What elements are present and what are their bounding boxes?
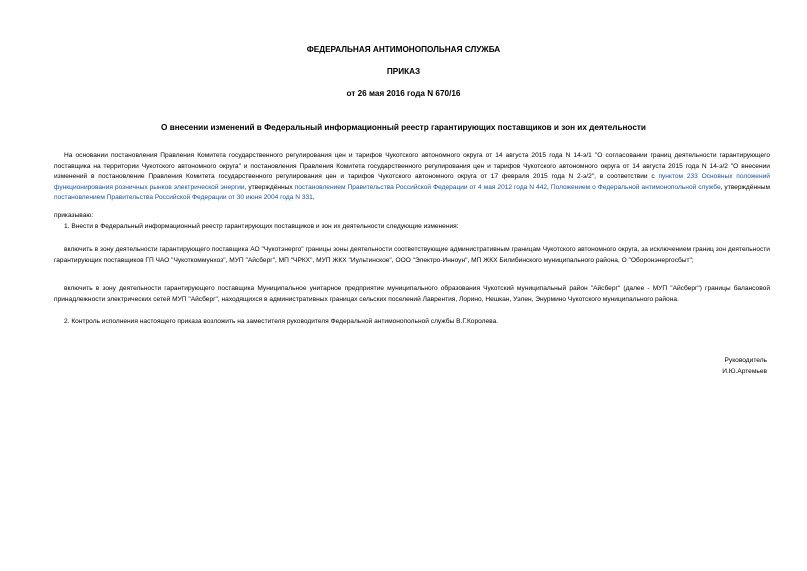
sub-item-2: включить в зону деятельности гарантирующего поставщика Муниципальное унитарное предприятие муниципального образования Чукотский муниципальный район "Айсберг" (далее - МУП "Айсберг") границы балансовой принадлежности электрических сетей МУП "Айсберг", находящихся в административных границах сельских поселений Лаврентия, Лорино, Нешкан, Уэлен, Энурмино Чукотского муниципального района. [54,285,770,303]
preamble-text: , [312,194,315,201]
signature-block [722,356,767,377]
link-resolution-331[interactable]: постановлением Правительства Российской Федерации от 30 июня 2004 года N 331 [54,194,313,201]
preamble-text: , утверждённых [244,183,295,191]
link-clause-233[interactable]: пунктом 233 Основных положений функционирования розничных рынков электрической энергии [54,173,770,191]
link-resolution-442[interactable]: постановлением Правительства Российской Федерации от 4 мая 2012 года N 442 [294,183,548,191]
document-date-number: от 26 мая 2016 года N 670/16 [346,89,461,98]
sub-item-1: включить в зону деятельности гарантирующего поставщика АО "Чукотэнерго" границы зоны деятельности соответствующие административным границам Чукотского автономного округа, за исключением границ зон деятельности гарантирующих поставщиков ГП ЧАО "Чукоткоммунхоз", МУП "Айсберг", МП "ЧРКХ", МУП ЖКХ "Иультинское", ООО "Электро-Инноун", МП ЖКХ Билибинского муниципального района, О "Оборонэнергосбыт"; [54,246,770,264]
document-title: О внесении изменений в Федеральный информационный реестр гарантирующих поставщиков и зон их деятельности [161,123,646,132]
order-word: приказываю: [54,212,94,219]
item-2: 2. Контроль исполнения настоящего приказа возложить на заместителя руководителя Федеральной антимонопольной службы В.Г.Королева. [64,318,499,325]
signature-position: Руководитель [724,357,767,364]
agency-name: ФЕДЕРАЛЬНАЯ АНТИМОНОПОЛЬНАЯ СЛУЖБА [306,45,501,54]
preamble-text: , утверждённым [720,183,770,191]
link-fas-regulation[interactable]: Положением о Федеральной антимонопольной службе [550,183,721,191]
preamble-paragraph [54,151,770,204]
document-type: ПРИКАЗ [386,67,421,76]
signature-name: И.Ю.Артемьев [722,367,767,375]
preamble-text: На основании постановления Правления Комитета государственного регулирования цен и тарифов Чукотского автономного округа от 14 августа 2015 года N 14-э/1 "О согласовании границ деятельности гарантирующего поставщика на территории Чукотского автономного округа" и постановления Правления Комитета государственного регулирования цен и тарифов Чукотского автономного округа от 14 августа 2015 года N 14-э/2 "О внесении изменений в постановление Правления Комитета государственного регулирования цен и тарифов Чукотского автономного округа от 17 февраля 2015 года N 2-э/2", в соответствии с [54,152,770,180]
item-1: 1. Внести в Федеральный информационный реестр гарантирующих поставщиков и зон их деятельности следующие изменения: [64,223,459,230]
preamble-text: , [547,183,551,191]
